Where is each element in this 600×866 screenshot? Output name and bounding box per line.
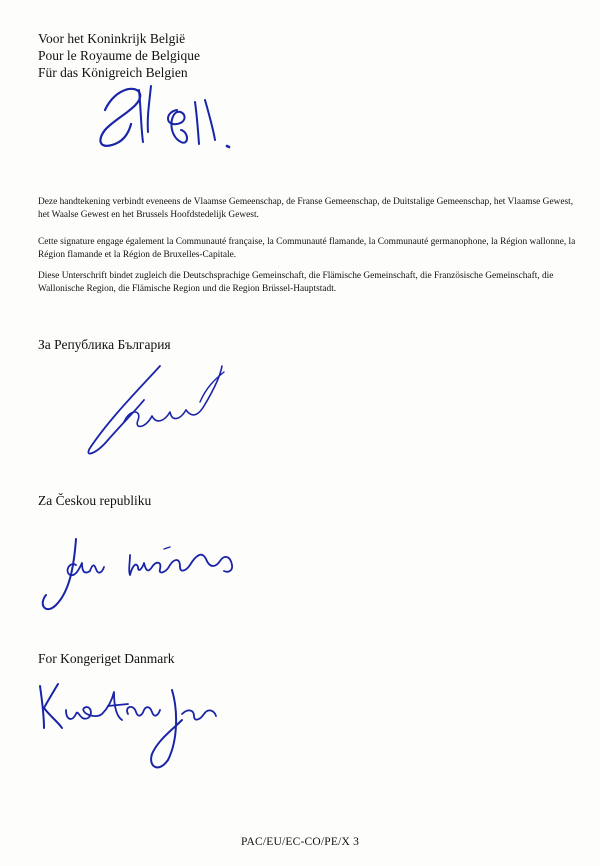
document-reference: PAC/EU/EC-CO/PE/X 3 (240, 836, 360, 848)
belgium-paragraph-nl: Deze handtekening verbindt eveneens de Vlaamse Gemeenschap, de Franse Gemeenschap, de Duitstalige Gemeenschap, het Vlaamse Gewest, het Waalse Gewest en het Brussels Hoofdstedelijk Gewest. (38, 197, 574, 220)
belgium-heading (38, 30, 200, 81)
bulgaria-heading: За Република България (38, 337, 171, 352)
belgium-signature (85, 80, 245, 165)
belgium-paragraph-fr: Cette signature engage également la Communauté française, la Communauté flamande, la Communauté germanophone, la Région wallonne, la Région flamande et la Région de Bruxelles-Capitale. (38, 237, 576, 260)
belgium-heading-fr: Pour le Royaume de Belgique (38, 48, 200, 63)
denmark-signature (32, 670, 222, 790)
czech-heading: Za Českou republiku (38, 493, 152, 508)
denmark-heading: For Kongeriget Danmark (38, 651, 175, 666)
belgium-heading-de: Für das Königreich Belgien (38, 65, 188, 80)
czech-signature (30, 525, 250, 625)
belgium-heading-nl: Voor het Koninkrijk België (38, 31, 186, 46)
bulgaria-signature (60, 358, 230, 468)
belgium-paragraph-de: Diese Unterschrift bindet zugleich die Deutschsprachige Gemeinschaft, die Flämische Gemeinschaft, die Französische Gemeinschaft, die Wallonische Region, die Flämische Region und die Region Brüssel-Hauptstadt. (38, 271, 554, 294)
